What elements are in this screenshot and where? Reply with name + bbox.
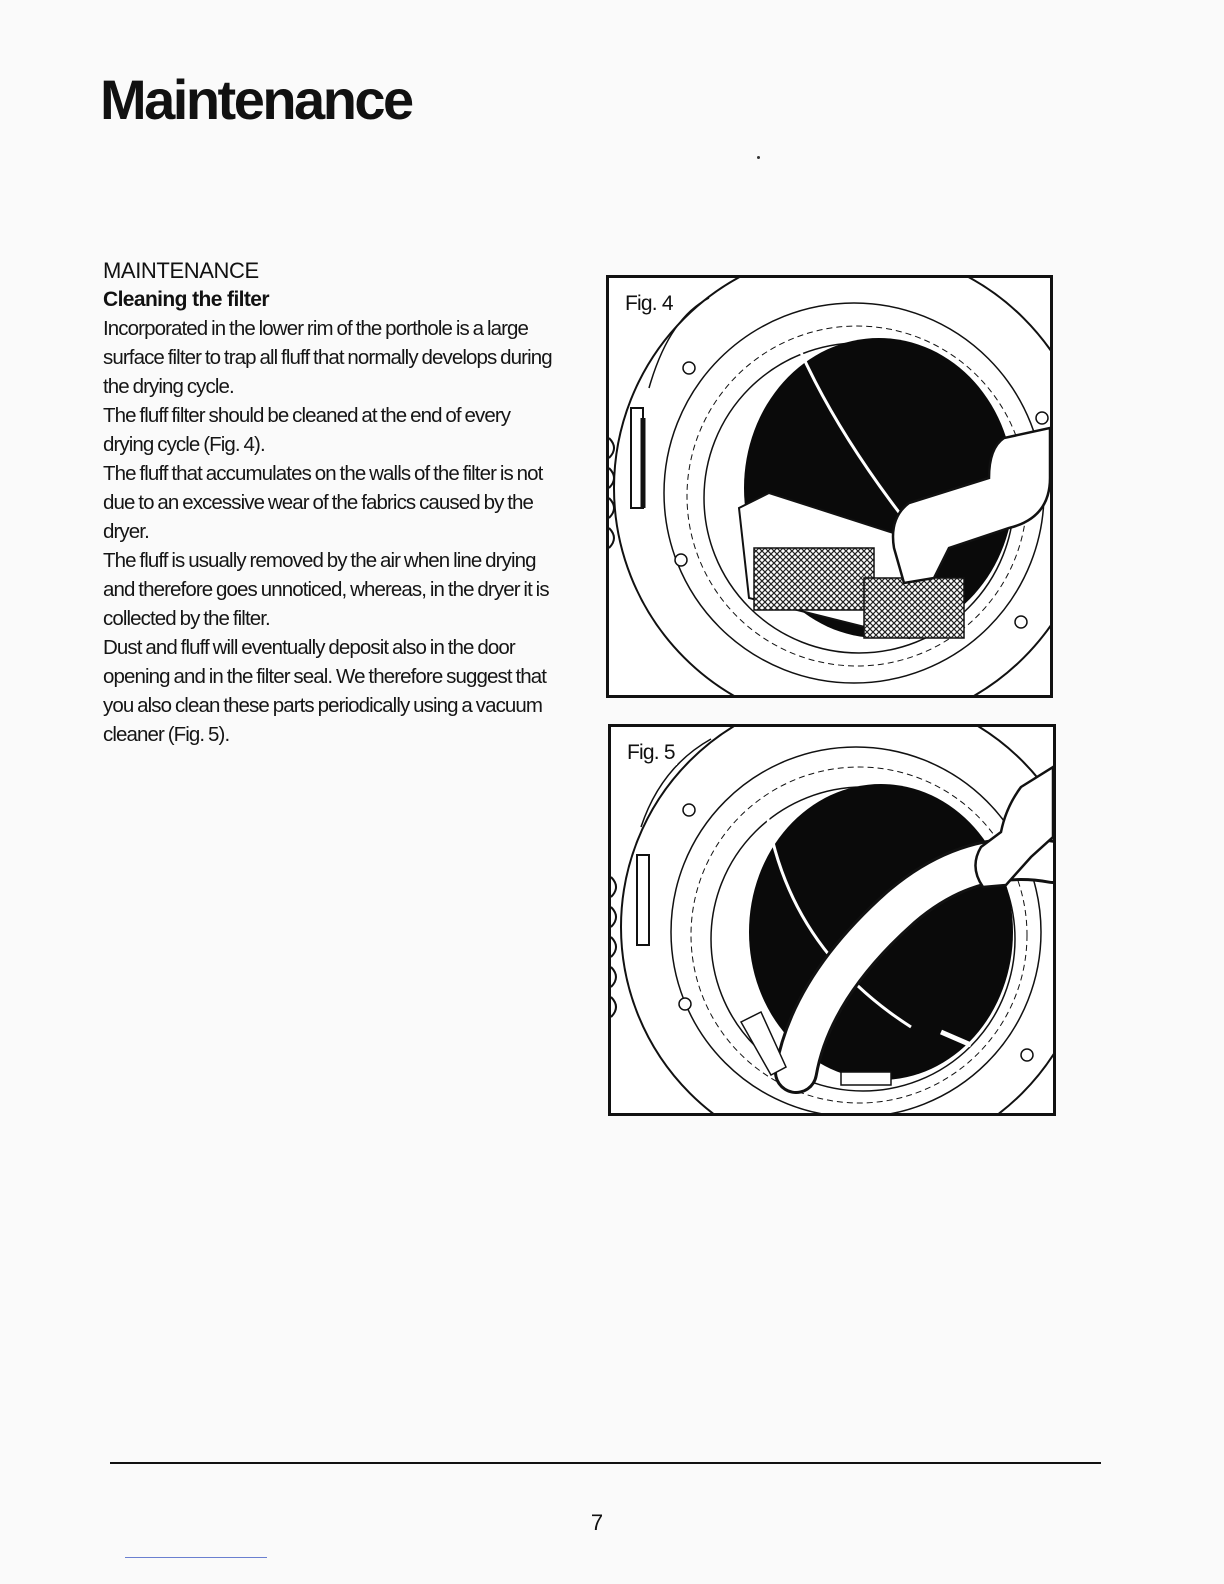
stray-line: [125, 1557, 267, 1558]
stray-dot: [757, 156, 760, 159]
paragraph: Dust and fluff will eventually deposit also in the door opening and in the filter seal. We therefore suggest that you also clean these parts periodically using a vacuum cleaner (Fig. 5).: [103, 636, 547, 746]
page-title: Maintenance: [100, 68, 412, 131]
figure-4-label: Fig. 4: [625, 292, 673, 315]
section-label: MAINTENANCE: [103, 258, 259, 283]
figure-4: [606, 275, 1053, 698]
paragraph: The fluff that accumulates on the walls of the filter is not due to an excessive wear of the fabrics caused by the dryer.: [103, 462, 543, 543]
page-number: 7: [590, 1510, 604, 1535]
paragraph: The fluff filter should be cleaned at the end of every drying cycle (Fig. 4).: [103, 404, 511, 456]
paragraph: Incorporated in the lower rim of the porthole is a large surface filter to trap all fluff that normally develops during the drying cycle.: [103, 317, 552, 398]
figure-5-label: Fig. 5: [627, 741, 675, 764]
figure-5: [608, 724, 1056, 1116]
text-column: [103, 256, 563, 749]
footer-rule: [110, 1462, 1101, 1464]
paragraph: The fluff is usually removed by the air when line drying and therefore goes unnoticed, whereas, in the dryer it is collected by the filter.: [103, 549, 549, 630]
figure-5-illustration: [611, 727, 1053, 1113]
figure-4-illustration: [609, 278, 1050, 695]
subheading: Cleaning the filter: [103, 288, 269, 311]
